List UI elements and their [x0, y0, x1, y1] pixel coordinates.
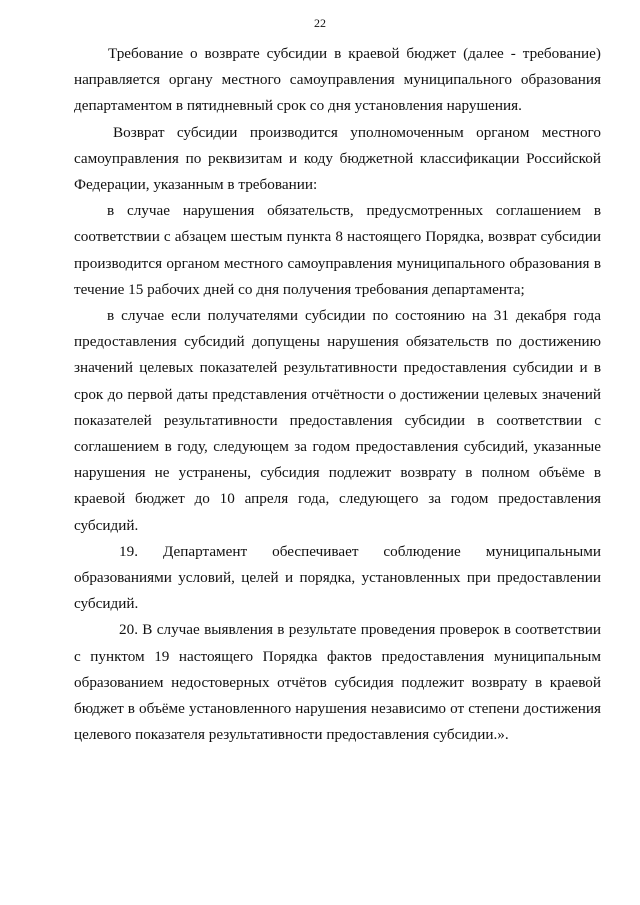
paragraph-refund-procedure: Возврат субсидии производится уполномоченным органом местного самоуправления по реквизитам и коду бюджетной классификации Российской Федерации, указанным в требовании: — [74, 123, 601, 194]
paragraph-item-19: 19. Департамент обеспечивает соблюдение муниципальными образованиями условий, целей и порядка, установленных при предоставлении субсидий. — [74, 542, 601, 613]
paragraph-obligation-violation: в случае нарушения обязательств, предусмотренных соглашением в соответствии с абзацем шестым пункта 8 настоящего Порядка, возврат субсидии производится органом местного самоуправления муниципального образования в течение 15 рабочих дней со дня получения требования департамента; — [74, 202, 601, 298]
paragraph-item-20: 20. В случае выявления в результате проведения проверок в соответствии с пунктом 19 настоящего Порядка фактов предоставления муниципальным образованием недостоверных отчётов субсидия подлежит возврату в краевой бюджет в объёме установленного нарушения независимо от степени достижения целевого показателя результативности предоставления субсидии.». — [74, 621, 601, 744]
paragraph-refund-demand: Требование о возврате субсидии в краевой бюджет (далее - требование) направляется органу местного самоуправления муниципального образования департаментом в пятидневный срок со дня установления нарушения. — [74, 45, 601, 115]
paragraph-indicator-violation: в случае если получателями субсидии по состоянию на 31 декабря года предоставления субсидий допущены нарушения обязательств по достижению значений целевых показателей результативности предоставления субсидии и в срок до первой даты представления отчётности о достижении целевых значений показателей результативности предоставления субсидии в соответствии с соглашением в году, следующем за годом предоставления субсидий, указанные нарушения не устранены, субсидия подлежит возврату в полном объёме в краевой бюджет до 10 апреля года, следующего за годом предоставления субсидий. — [74, 307, 601, 534]
page-number: 22 — [314, 16, 326, 30]
document-body — [74, 41, 601, 748]
